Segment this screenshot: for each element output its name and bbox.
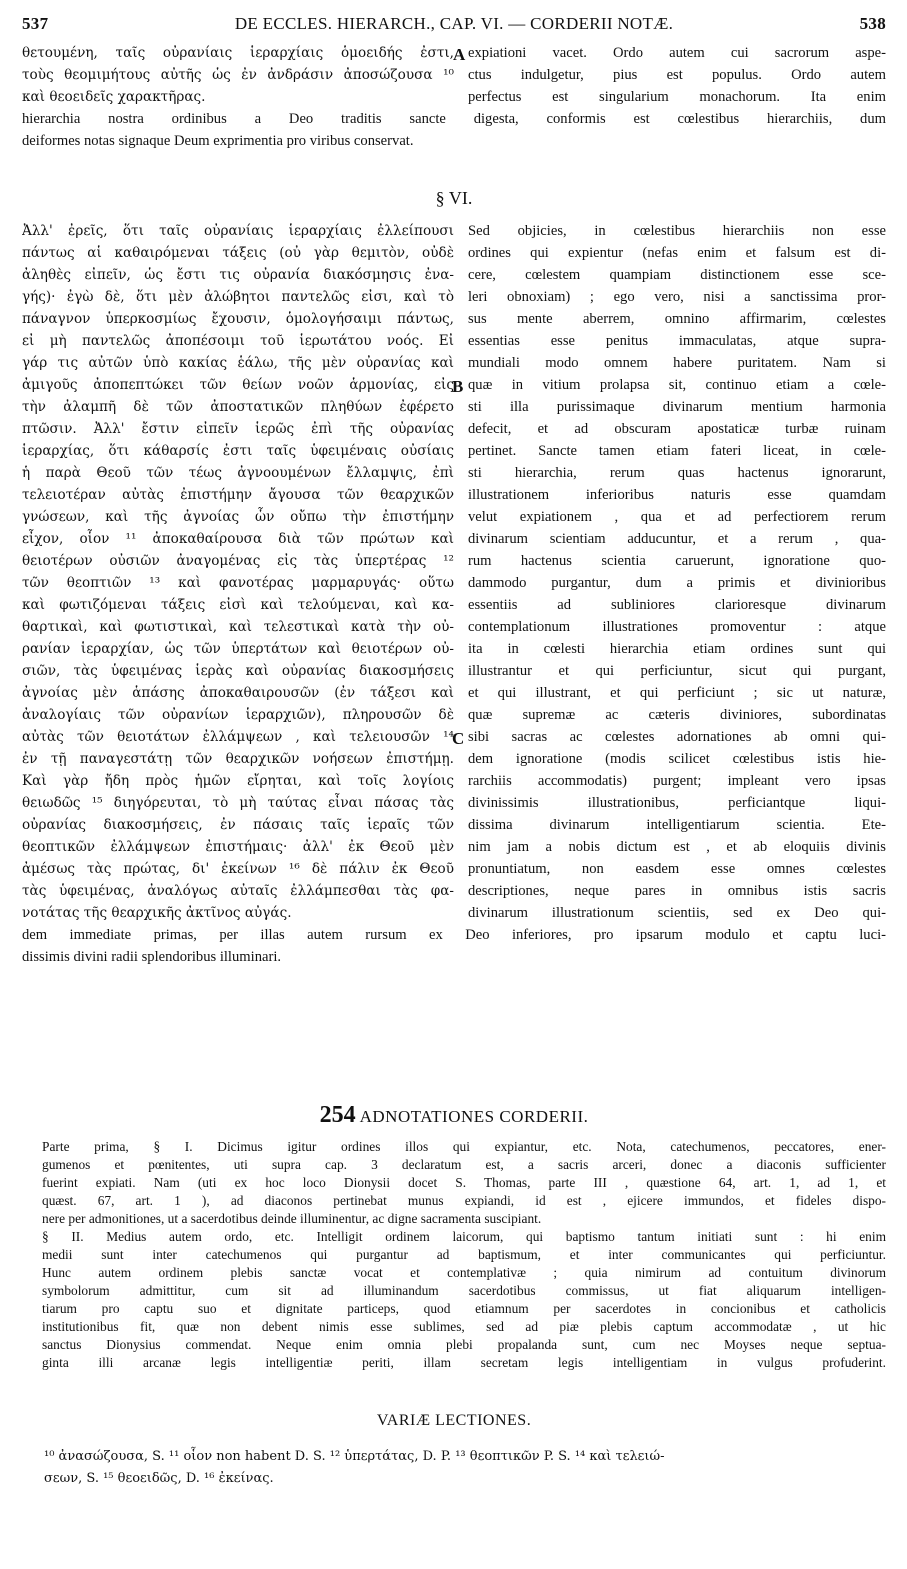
latin-line: dem ignoratione (modis scilicet cœlestibus istis hie-	[468, 751, 886, 767]
latin-line: dammodo purgantur, dum a primis et divinioribus	[468, 575, 886, 591]
greek-line: εἰ μὴ παντελῶς ἀποπέσοιμι τοῦ ἱερωτάτου νοός. Εἰ	[22, 333, 454, 349]
greek-line: τελειοτέραν αὐτὰς ἐπιστήμην ἄγουσα τῶν θεαρχικῶν	[22, 487, 454, 503]
annotation-line: nere per admonitiones, ut a sacerdotibus deinde illuminentur, ac digne sacramenta suscipiant.	[42, 1211, 542, 1226]
latin-line: defecit, et ad obscuram apostaticæ turbæ ruinam	[468, 421, 886, 437]
top-full-width-text	[22, 108, 886, 152]
top-latin-line: perfectus est singularium monachorum. Ita enim	[468, 89, 886, 105]
top-greek-line: θετουμένη, ταῖς οὐρανίαις ἱεραρχίαις ὁμοειδής ἐστι,	[22, 45, 454, 61]
greek-line: ρανίαν ἱεραρχίαν, ὡς τῶν ὑπερτάτων καὶ θειοτέρων οὐ-	[22, 641, 454, 657]
latin-line: ordines qui expientur (nefas enim et falsum est di-	[468, 245, 886, 261]
latin-line: Sed objicies, in cœlestibus hierarchiis non esse	[468, 223, 886, 239]
document-page	[22, 14, 886, 1486]
latin-line: essentias esse penitus immaculatas, atque supra-	[468, 333, 886, 349]
full-line: deiformes notas signaque Deum exprimentia pro viribus conservat.	[22, 133, 414, 149]
greek-line: γής)· ἐγὼ δὲ, ὅτι μὲν ἀλώβητοι παντελῶς εἰσι, καὶ τὸ	[22, 289, 454, 305]
greek-line: θειοτέρων οὐσιῶν ἀναγομένας εἰς τὰς ὑπερτέρας ¹²	[22, 553, 454, 569]
section-heading: § VI.	[435, 188, 473, 208]
greek-line: οὐρανίας διακοσμήσεις, ἐν πάσαις ταῖς ἱεραῖς τῶν	[22, 817, 454, 833]
latin-line: divinarum scientiam adducuntur, et a rerum , qua-	[468, 531, 886, 547]
annotation-line: tiarum pro captu suo et dignitate particeps, quod etiamnum per sacerdotes in concionibus et catholicis	[42, 1301, 886, 1316]
latin-line: velut expiationem , qua et ad perfectiorem rerum	[468, 509, 886, 525]
latin-line: contemplationum illustrationes promoventur : atque	[468, 619, 886, 635]
latin-line: et qui illustrant, et qui perficiunt ; sic ut naturæ,	[468, 685, 886, 701]
annotation-line: medii sunt inter catechumenos qui purgantur ad baptismum, et inter communicantes qui perficiuntur.	[42, 1247, 886, 1262]
annotation-line: institutionibus fit, quæ non debent nimis esse sublimes, sed ad piæ plebis captum accommodatæ , ut hic	[42, 1319, 886, 1334]
latin-line: cere, cœlestem quampiam distinctionem esse sce-	[468, 267, 886, 283]
variae-line: ¹⁰ ἀνασώζουσα, S. ¹¹ οἷον non habent D. S. ¹² ὑπερτάτας, D. P. ¹³ θεοπτικῶν P. S. ¹⁴ καὶ τελειώ-	[44, 1449, 665, 1464]
greek-line: θεοπτικῶν ἐλλάμψεων ἐπιστήμαις· ἀλλ' ἐκ Θεοῦ μὲν	[22, 839, 454, 855]
top-latin-line: expiationi vacet. Ordo autem cui sacrorum aspe-	[468, 45, 886, 61]
page-number-right: 538	[859, 14, 886, 33]
annotations-body	[42, 1138, 886, 1372]
top-greek-column	[22, 42, 454, 108]
greek-line: ἐν τῇ παναγεστάτῃ τῶν θεαρχικῶν νοήσεων ἐπιστήμῃ.	[22, 751, 454, 767]
latin-line: sti illa purissimaque divinarum mentium harmonia	[468, 399, 886, 415]
latin-line: mundiali modo omnem habere puritatem. Nam si	[468, 355, 886, 371]
top-greek-line: τοὺς θεομιμήτους αὐτῆς ὡς ἐν ἀνδράσιν ἀποσώζουσα ¹⁰	[22, 67, 454, 83]
greek-line: Καὶ γὰρ ἤδη πρὸς ἡμῶν εἴρηται, καὶ τοῖς λογίοις	[22, 773, 454, 789]
page-number-left: 537	[22, 14, 49, 33]
greek-line: ἀμέσως τὰς πρώτας, δι' ἐκείνων ¹⁶ δὲ πάλιν ἐκ Θεοῦ	[22, 861, 454, 877]
latin-line: sibi sacras ac cœlestes adornationes ab omni qui-	[468, 729, 886, 745]
top-latin-line: ctus indulgetur, pius est populus. Ordo autem	[468, 67, 886, 83]
latin-line: quæ supremæ ac cæteris diviniores, subordinatas	[468, 707, 886, 723]
greek-line: σιῶν, τὰς ὑφειμένας ἱερὰς καὶ οὐρανίας διακοσμήσεις	[22, 663, 454, 679]
annotation-line: quæst. 67, art. 1 ), ad diaconos pertinebat munus expiandi, id est , ejicere immundos, et fideles dispo-	[42, 1193, 886, 1208]
annotation-line: symbolorum admittitur, cum sit ad illuminandum sacerdotibus commissus, ut fiat aliquarum intelligen-	[42, 1283, 886, 1298]
latin-line: illustrationem inferioribus naturis esse quamdam	[468, 487, 886, 503]
main-columns	[22, 220, 886, 924]
full-line: dissimis divini radii splendoribus illuminari.	[22, 949, 282, 965]
latin-line: ita in cœlesti hierarchia etiam ordines sunt qui	[468, 641, 886, 657]
variae-heading: VARIÆ LECTIONES.	[376, 1412, 532, 1429]
top-columns	[22, 42, 886, 108]
greek-line: θειωδῶς ¹⁵ διηγόρευται, τὸ μὴ ταύτας εἶναι πάσας τὰς	[22, 795, 454, 811]
annotations-heading	[22, 1102, 886, 1129]
annotation-line: sanctus Dionysius commendat. Neque enim omnia plebi propalanda sunt, cum nec Moyses neque septua-	[42, 1337, 886, 1352]
annotation-line: Parte prima, § I. Dicimus igitur ordines illos qui expiantur, etc. Nota, catechumenos, peccatores, ener-	[42, 1139, 886, 1154]
latin-line: leri obnoxiam) ; ego vero, nisi a sanctissima pror-	[468, 289, 886, 305]
latin-line: sus mente aberrem, omnino affirmarim, cœlestes	[468, 311, 886, 327]
variae-body	[44, 1446, 886, 1490]
margin-mark-b: B	[452, 377, 464, 396]
greek-line: αὐτὰς τῶν θειοτάτων ἐλλάμψεων , καὶ τελειουσῶν ¹⁴	[22, 729, 454, 745]
greek-line: ἱεραρχίας, ὅτι κάθαρσίς ἐστι ταῖς ὑφειμέναις οὐσίαις	[22, 443, 454, 459]
greek-line: θαρτικαὶ, καὶ φωτιστικαὶ, καὶ τελεστικαὶ κατὰ τὴν οὐ-	[22, 619, 454, 635]
annotation-line: fuerint expiati. Nam (uti ex hoc loco Dionysii docet S. Thomas, parte III , quæstione 64, art. 1, ad 1, et	[42, 1175, 886, 1190]
annotation-line: gumenos et pœnitentes, uti supra cap. 3 declaratum est, a sacris arceri, donec a diaconis sufficienter	[42, 1157, 886, 1172]
annotation-title: ADNOTATIONES CORDERII.	[359, 1107, 589, 1126]
greek-line: ἡ παρὰ Θεοῦ τῶν τέως ἀγνοουμένων ἔλλαμψις, ἐπὶ	[22, 465, 454, 481]
greek-line: νοτάτας τῆς θεαρχικῆς ἀκτῖνος αὐγάς.	[22, 905, 292, 921]
latin-line: dissima divinarum intelligentiarum scientia. Ete-	[468, 817, 886, 833]
latin-line: divinissimis illustrationibus, perficiantque liqui-	[468, 795, 886, 811]
latin-column	[468, 220, 886, 924]
full-line: hierarchia nostra ordinibus a Deo traditis sancte digesta, conformis est cœlestibus hierarchiis, dum	[22, 111, 886, 127]
latin-line: nim jam a nobis dictum est , et ab eloquiis divinis	[468, 839, 886, 855]
latin-line: sti hierarchia, rerum quas hactenus ignorarunt,	[468, 465, 886, 481]
margin-mark-a: A	[453, 45, 466, 64]
greek-line: καὶ φωτιζόμεναι τάξεις εἰσὶ καὶ τελούμεναι, καὶ κα-	[22, 597, 454, 613]
variae-line: σεων, S. ¹⁵ θεοειδῶς, D. ¹⁶ ἐκείνας.	[44, 1471, 274, 1486]
greek-column	[22, 220, 454, 924]
greek-line: Ἀλλ' ἐρεῖς, ὅτι ταῖς οὐρανίαις ἱεραρχίαις ἐλλείπουσι	[22, 223, 454, 239]
margin-mark-c: C	[452, 729, 465, 748]
latin-line: illustrantur et qui perficiuntur, sicut qui purgant,	[468, 663, 886, 679]
latin-line: quæ in vitium prolapsa sit, continuo etiam a cœle-	[468, 377, 886, 393]
latin-line: pronuntiatum, non easdem esse omnes cœlestes	[468, 861, 886, 877]
greek-line: ἀναλογίαις τῶν οὐρανίων ἱεραρχιῶν), πληρουσῶν δὲ	[22, 707, 454, 723]
latin-line: descriptiones, neque pares in omnibus istis sacris	[468, 883, 886, 899]
latin-line: essentiis ad subliniores clarioresque divinarum	[468, 597, 886, 613]
annotation-number: 254	[319, 1102, 356, 1128]
top-latin-column	[468, 42, 886, 108]
greek-line: τὴν ἀλαμπῆ δὲ τῶν ἀποστατικῶν πληθύων ἐφέρετο	[22, 399, 454, 415]
latin-line: pertinet. Sancte tamen etiam fateri liceat, in cœle-	[468, 443, 886, 459]
greek-line: πτῶσιν. Ἀλλ' ἔστιν εἰπεῖν ἱερῶς ἐπὶ τῆς οὐρανίας	[22, 421, 454, 437]
greek-line: πάντως αἱ καθαιρόμεναι τάξεις (οὐ γὰρ θεμιτὸν, οὐδὲ	[22, 245, 454, 261]
full-line: dem immediate primas, per illas autem rursum ex Deo inferiores, pro ipsarum modulo et captu luci-	[22, 927, 886, 943]
greek-line: τὰς ὑφειμένας, ἀναλόγως αὐταῖς ἐλλάμπεσθαι τὰς φα-	[22, 883, 454, 899]
greek-line: πάναγνον ὑπερκοσμίως ἔχουσιν, ὁμολογήσαιμι πάντως,	[22, 311, 454, 327]
greek-line: γάρ τις αὐτῶν ὑπὸ κακίας ἑάλω, τῆς μὲν οὐρανίας καὶ	[22, 355, 454, 371]
greek-line: ἀμιγοῦς ἀποπεπτώκει τῶν θείων νοῶν ἁρμονίας, εἰς	[22, 377, 454, 393]
latin-line: rarchiis accommodatis) purgent; impleant vero ipsas	[468, 773, 886, 789]
running-header	[22, 14, 886, 42]
latin-line: divinarum illustrationum scientiis, sed ex Deo qui-	[468, 905, 886, 921]
bottom-full-width-text	[22, 924, 886, 968]
top-greek-line: καὶ θεοειδεῖς χαρακτῆρας.	[22, 89, 206, 105]
annotation-line: Hunc autem ordinem plebis sanctæ vocat et contemplativæ ; quia nimirum ad contuitum divinorum	[42, 1265, 886, 1280]
greek-line: γνώσεων, καὶ τῆς ἀγνοίας ὧν οὔπω τὴν ἐπιστήμην	[22, 509, 454, 525]
greek-line: ἀληθὲς εἰπεῖν, ὡς ἔστι τις οὐρανία διακόσμησις ἐνα-	[22, 267, 454, 283]
greek-line: εἶχον, οἷον ¹¹ ἀποκαθαίρουσα διὰ τῶν πρώτων καὶ	[22, 531, 454, 547]
latin-line: rum hactenus scientia caruerunt, ignoratione quo-	[468, 553, 886, 569]
annotation-line: § II. Medius autem ordo, etc. Intelligit ordinem laicorum, qui baptismo tantum initiati sunt : hi enim	[42, 1229, 886, 1244]
greek-line: ἀγνοίας μὲν ἁπάσης ἀποκαθαιρουσῶν (ἐν τάξεσι καὶ	[22, 685, 454, 701]
annotation-line: ginta illi arcanæ legis intelligentiæ periti, illam secretam legis intelligentiam in vulgus profuderint.	[42, 1355, 886, 1370]
running-title: DE ECCLES. HIERARCH., CAP. VI. — CORDERII NOTÆ.	[234, 14, 674, 33]
greek-line: τῶν θεοπτιῶν ¹³ καὶ φανοτέρας μαρμαρυγάς· οὕτω	[22, 575, 454, 591]
